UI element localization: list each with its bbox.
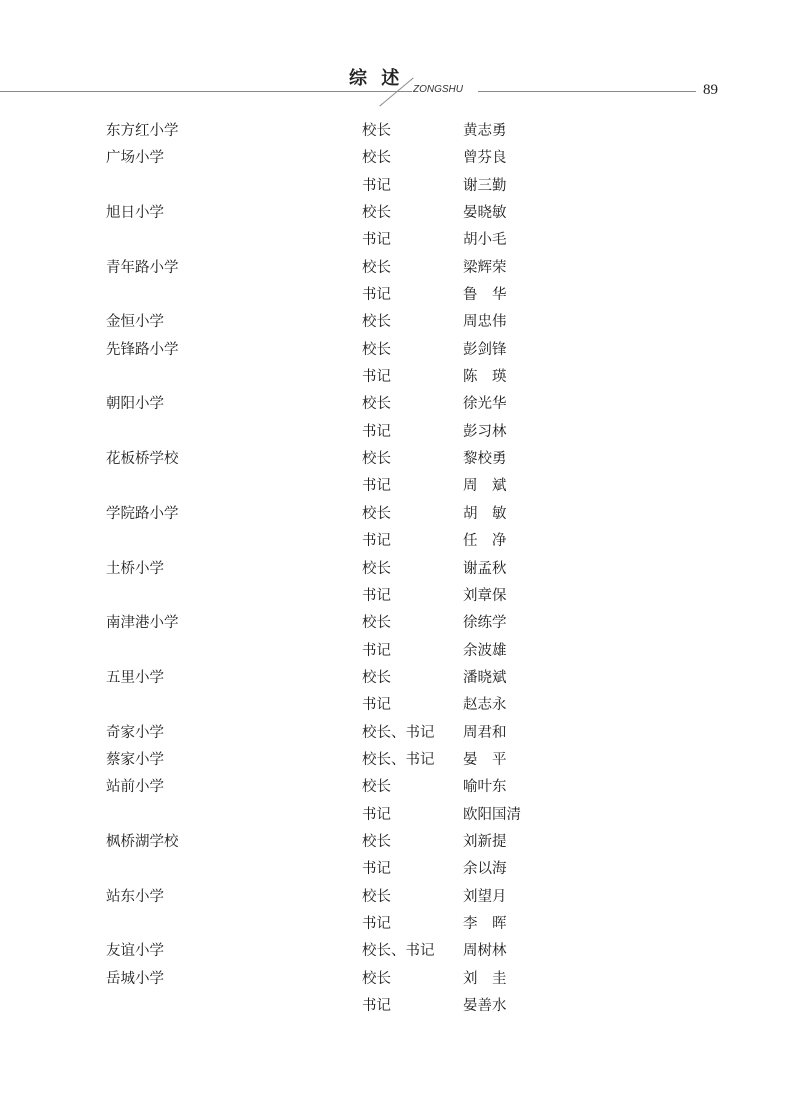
position-title: 书记 xyxy=(362,478,391,495)
person-name: 周忠伟 xyxy=(463,314,507,331)
roster-row xyxy=(0,665,805,692)
school-name: 岳城小学 xyxy=(106,970,164,987)
person-name: 黄志勇 xyxy=(463,123,507,139)
position-title: 书记 xyxy=(362,915,391,932)
position-title: 校长 xyxy=(362,259,391,276)
position-title: 校长 xyxy=(362,505,391,522)
position-title: 校长 xyxy=(362,123,391,139)
person-name: 刘章保 xyxy=(463,587,507,604)
person-name: 余以海 xyxy=(463,861,507,878)
roster-row xyxy=(0,391,805,418)
position-title: 校长 xyxy=(362,560,391,577)
school-name: 广场小学 xyxy=(106,150,164,167)
person-name: 任 净 xyxy=(463,533,507,550)
person-name: 谢三勤 xyxy=(463,177,507,194)
position-title: 校长 xyxy=(362,669,391,686)
person-name: 黎校勇 xyxy=(463,451,507,468)
roster-row xyxy=(0,856,805,883)
roster-row xyxy=(0,309,805,336)
roster-row xyxy=(0,255,805,282)
position-title: 校长 xyxy=(362,970,391,987)
person-name: 胡 敏 xyxy=(463,505,507,522)
position-title: 书记 xyxy=(362,587,391,604)
roster-row xyxy=(0,118,805,145)
position-title: 书记 xyxy=(362,533,391,550)
school-name: 学院路小学 xyxy=(106,505,179,522)
person-name: 梁辉荣 xyxy=(463,259,507,276)
school-name: 枫桥湖学校 xyxy=(106,833,179,850)
school-name: 花板桥学校 xyxy=(106,451,179,468)
position-title: 校长 xyxy=(362,888,391,905)
person-name: 徐练学 xyxy=(463,615,507,632)
position-title: 校长 xyxy=(362,779,391,796)
person-name: 谢孟秋 xyxy=(463,560,507,577)
roster-row xyxy=(0,337,805,364)
position-title: 书记 xyxy=(362,861,391,878)
roster-row xyxy=(0,473,805,500)
roster-row xyxy=(0,227,805,254)
roster-row xyxy=(0,938,805,965)
roster-row xyxy=(0,200,805,227)
school-name: 南津港小学 xyxy=(106,615,179,632)
school-name: 青年路小学 xyxy=(106,259,179,276)
person-name: 晏善水 xyxy=(463,998,507,1014)
position-title: 校长 xyxy=(362,205,391,222)
position-title: 校长 xyxy=(362,314,391,331)
person-name: 刘新提 xyxy=(463,833,507,850)
position-title: 书记 xyxy=(362,642,391,659)
person-name: 刘望月 xyxy=(463,888,507,905)
position-title: 书记 xyxy=(362,423,391,440)
roster-row xyxy=(0,720,805,747)
person-name: 陈 瑛 xyxy=(463,369,507,386)
roster-row xyxy=(0,993,805,1020)
roster-row xyxy=(0,364,805,391)
person-name: 刘 圭 xyxy=(463,970,507,987)
header-rule-left xyxy=(0,91,412,92)
roster-row xyxy=(0,829,805,856)
position-title: 书记 xyxy=(362,806,391,823)
school-name: 站东小学 xyxy=(106,888,164,905)
position-title: 校长 xyxy=(362,833,391,850)
roster-row xyxy=(0,884,805,911)
school-name: 东方红小学 xyxy=(106,123,179,139)
position-title: 书记 xyxy=(362,369,391,386)
roster-row xyxy=(0,419,805,446)
position-title: 校长 xyxy=(362,396,391,413)
person-name: 周君和 xyxy=(463,724,507,741)
roster-row xyxy=(0,911,805,938)
person-name: 彭习林 xyxy=(463,423,507,440)
section-subtitle: ZONGSHU xyxy=(413,84,463,95)
position-title: 书记 xyxy=(362,697,391,714)
position-title: 书记 xyxy=(362,232,391,249)
person-name: 晏 平 xyxy=(463,751,507,768)
person-name: 赵志永 xyxy=(463,697,507,714)
person-name: 潘晓斌 xyxy=(463,669,507,686)
school-name: 金恒小学 xyxy=(106,314,164,331)
position-title: 校长 xyxy=(362,615,391,632)
school-name: 朝阳小学 xyxy=(106,396,164,413)
school-leadership-roster xyxy=(0,118,805,1020)
roster-row xyxy=(0,638,805,665)
roster-row xyxy=(0,774,805,801)
person-name: 彭剑锋 xyxy=(463,341,507,358)
position-title: 校长 xyxy=(362,150,391,167)
position-title: 书记 xyxy=(362,287,391,304)
person-name: 晏晓敏 xyxy=(463,205,507,222)
roster-row xyxy=(0,173,805,200)
person-name: 周树林 xyxy=(463,943,507,960)
school-name: 奇家小学 xyxy=(106,724,164,741)
roster-row xyxy=(0,501,805,528)
school-name: 土桥小学 xyxy=(106,560,164,577)
person-name: 胡小毛 xyxy=(463,232,507,249)
roster-row xyxy=(0,528,805,555)
school-name: 蔡家小学 xyxy=(106,751,164,768)
roster-row xyxy=(0,446,805,473)
school-name: 五里小学 xyxy=(106,669,164,686)
position-title: 校长 xyxy=(362,341,391,358)
person-name: 喻叶东 xyxy=(463,779,507,796)
roster-row xyxy=(0,556,805,583)
person-name: 欧阳国清 xyxy=(463,806,521,823)
roster-row xyxy=(0,747,805,774)
position-title: 校长、书记 xyxy=(362,943,435,960)
school-name: 站前小学 xyxy=(106,779,164,796)
school-name: 友谊小学 xyxy=(106,943,164,960)
person-name: 鲁 华 xyxy=(463,287,507,304)
school-name: 旭日小学 xyxy=(106,205,164,222)
roster-row xyxy=(0,145,805,172)
roster-row xyxy=(0,802,805,829)
header-rule-right xyxy=(478,91,696,92)
position-title: 校长、书记 xyxy=(362,724,435,741)
roster-row xyxy=(0,610,805,637)
section-title: 综 述 xyxy=(349,68,404,89)
person-name: 李 晖 xyxy=(463,915,507,932)
person-name: 余波雄 xyxy=(463,642,507,659)
position-title: 校长、书记 xyxy=(362,751,435,768)
position-title: 校长 xyxy=(362,451,391,468)
roster-row xyxy=(0,692,805,719)
school-name: 先锋路小学 xyxy=(106,341,179,358)
person-name: 曾芬良 xyxy=(463,150,507,167)
person-name: 徐光华 xyxy=(463,396,507,413)
roster-row xyxy=(0,583,805,610)
page-number: 89 xyxy=(703,82,718,98)
position-title: 书记 xyxy=(362,998,391,1014)
roster-row xyxy=(0,966,805,993)
position-title: 书记 xyxy=(362,177,391,194)
person-name: 周 斌 xyxy=(463,478,507,495)
roster-row xyxy=(0,282,805,309)
